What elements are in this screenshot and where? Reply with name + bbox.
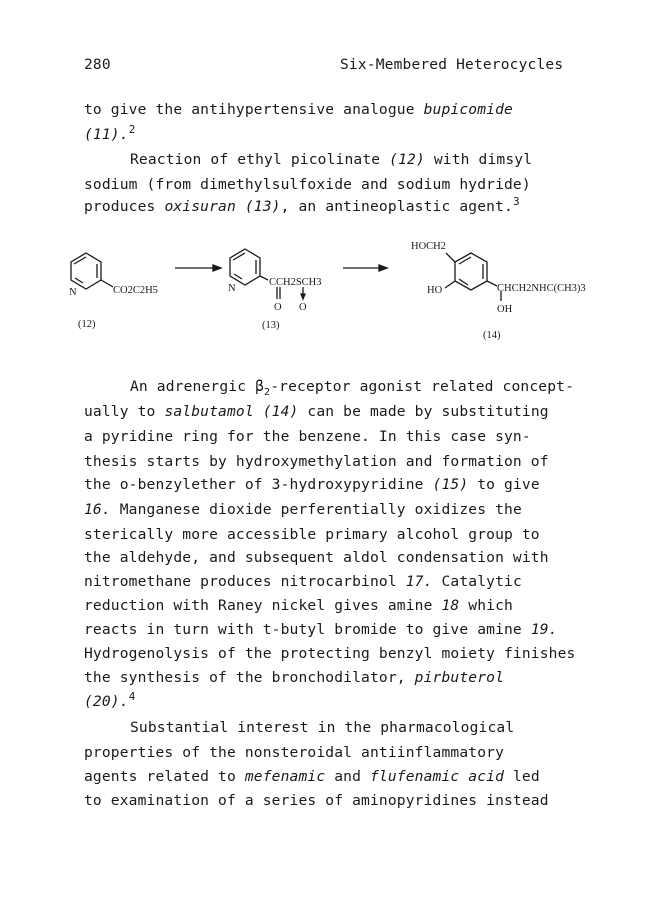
text-span: nitromethane produces nitrocarbinol (84, 573, 406, 590)
atom-label: O (299, 302, 307, 313)
substituent-label: CO2C2H5 (113, 285, 158, 296)
text-span: and (325, 768, 370, 785)
text-line (84, 123, 136, 143)
text-line (130, 378, 575, 398)
benzene-ring-14 (445, 253, 501, 301)
text-line: a pyridine ring for the benzene. In this case syn- (84, 428, 531, 445)
text-line: Substantial interest in the pharmacological (130, 719, 515, 736)
compound-ref: (20). (84, 693, 129, 710)
atom-label: N (69, 287, 77, 298)
pyridine-ring-13 (230, 249, 305, 299)
text-span: reduction with Raney nickel gives amine (84, 597, 442, 614)
text-line (84, 573, 522, 590)
text-line (84, 476, 540, 493)
substituent-label: OH (497, 304, 513, 315)
compound-label: (13) (262, 320, 280, 331)
compound-name: bupicomide (423, 101, 513, 118)
compound-ref: 19. (530, 621, 558, 638)
text-line: sterically more accessible primary alcohol group to (84, 526, 540, 543)
text-span: -receptor agonist related concept- (270, 378, 575, 395)
reaction-arrow (175, 265, 221, 271)
compound-ref: 17. (405, 573, 433, 590)
compound-ref: (15) (432, 476, 469, 493)
reference-superscript: 4 (128, 690, 136, 703)
text-line (84, 195, 520, 215)
text-line: sodium (from dimethylsulfoxide and sodium hydride) (84, 176, 531, 193)
reaction-scheme (55, 235, 615, 365)
compound-ref: 18 (441, 597, 460, 614)
compound-ref: (11). (84, 126, 129, 143)
text-line (84, 690, 136, 710)
text-span: the synthesis of the bronchodilator, (84, 669, 415, 686)
atom-label: N (228, 283, 236, 294)
text-line (84, 597, 513, 614)
text-span: Reaction of ethyl picolinate (130, 151, 390, 168)
text-span: , an antineoplastic agent. (280, 198, 513, 215)
substituent-label: HO (427, 285, 443, 296)
text-span: led (504, 768, 540, 785)
text-span: agents related to (84, 768, 245, 785)
text-line (84, 101, 513, 118)
reference-superscript: 2 (128, 123, 136, 136)
substituent-label: CCH2SCH3 (269, 277, 322, 288)
text-span: Catalytic (432, 573, 522, 590)
pyridine-ring-12 (71, 253, 113, 289)
text-line (84, 768, 540, 785)
text-span: reacts in turn with t-butyl bromide to give amine (84, 621, 531, 638)
text-line: Hydrogenolysis of the protecting benzyl moiety finishes (84, 645, 576, 662)
text-line (84, 621, 558, 638)
text-span: can be made by substituting (298, 403, 549, 420)
text-span: ually to (84, 403, 165, 420)
text-line (84, 501, 522, 518)
reaction-arrow (343, 265, 387, 271)
compound-name: mefenamic (244, 768, 326, 785)
text-span: An adrenergic β (130, 378, 265, 395)
compound-ref: (12) (389, 151, 425, 168)
text-line (84, 403, 549, 420)
page-number: 280 (84, 57, 111, 73)
substituent-label: CHCH2NHC(CH3)3 (497, 283, 586, 294)
text-line (84, 669, 504, 686)
text-span: the o-benzylether of 3-hydroxypyridine (84, 476, 433, 493)
atom-label: O (274, 302, 282, 313)
compound-name: oxisuran (13) (164, 198, 281, 215)
text-line: to examination of a series of aminopyridines instead (84, 792, 549, 809)
text-line: properties of the nonsteroidal antiinflammatory (84, 744, 505, 761)
subscript: 2 (264, 387, 271, 398)
compound-name: flufenamic acid (369, 768, 505, 785)
compound-label: (14) (483, 330, 501, 341)
running-head: Six-Membered Heterocycles (340, 57, 564, 73)
compound-ref: 16. (84, 501, 111, 518)
substituent-label: HOCH2 (411, 241, 447, 252)
compound-name: salbutamol (14) (164, 403, 299, 420)
compound-name: pirbuterol (414, 669, 505, 686)
text-span: with dimsyl (424, 151, 533, 168)
text-line: the aldehyde, and subsequent aldol condensation with (84, 549, 549, 566)
text-span: produces (84, 198, 165, 215)
text-span: which (459, 597, 513, 614)
text-span: to give the antihypertensive analogue (84, 101, 424, 118)
compound-label: (12) (78, 319, 96, 330)
text-span: Manganese dioxide perferentially oxidizes the (110, 501, 522, 518)
text-span: to give (468, 476, 540, 493)
reference-superscript: 3 (512, 195, 520, 208)
text-line (130, 151, 532, 168)
text-line: thesis starts by hydroxymethylation and formation of (84, 453, 549, 470)
